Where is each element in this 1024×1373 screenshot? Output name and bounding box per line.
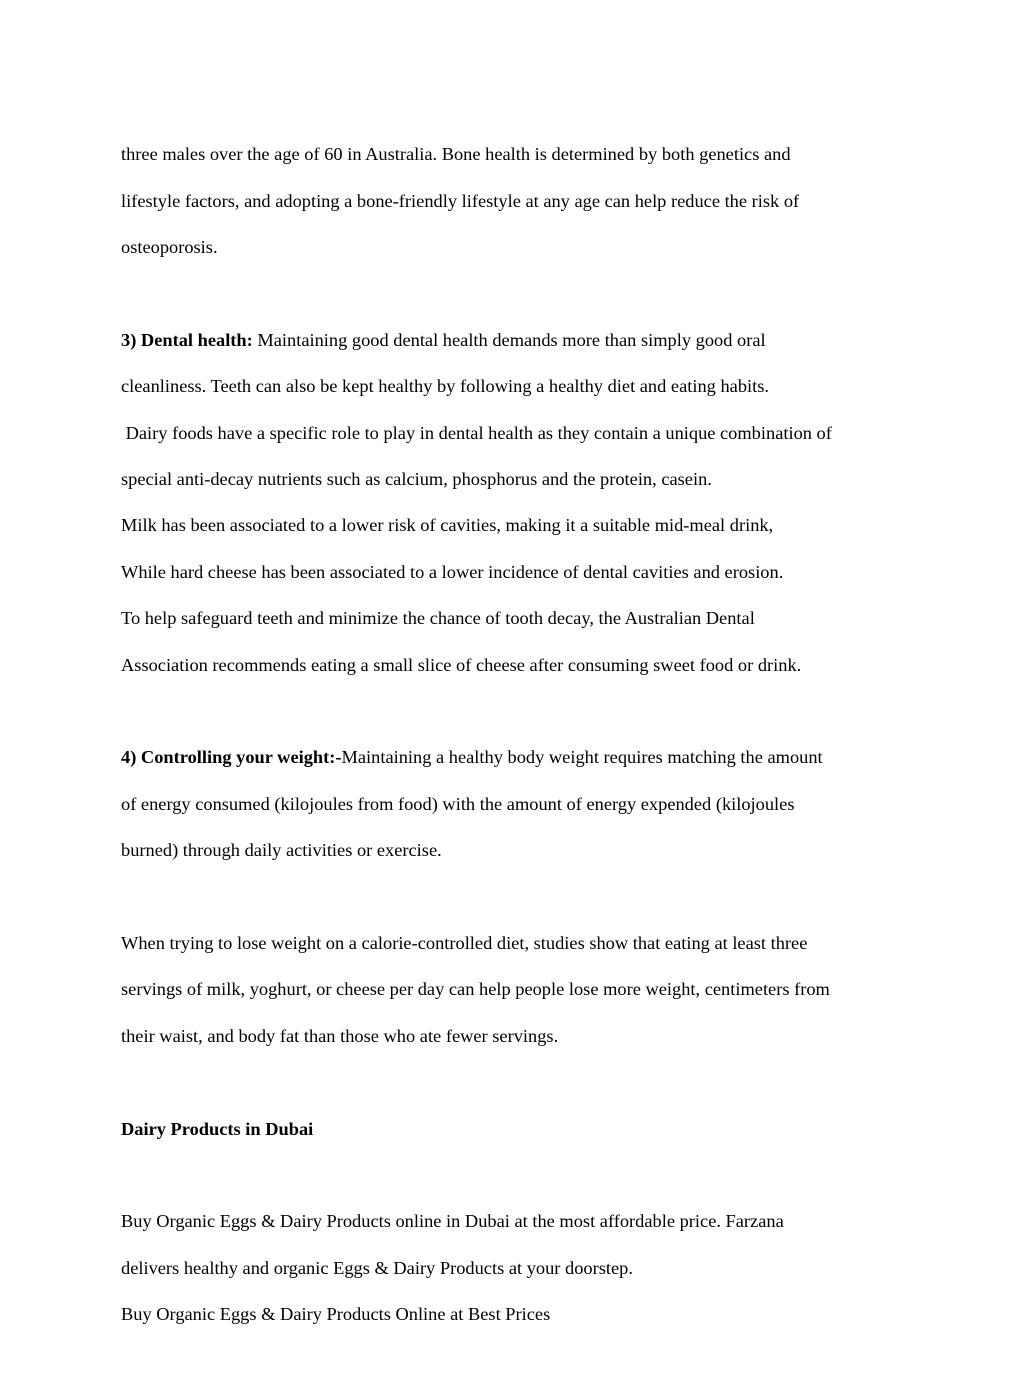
weight-control-heading: 4) Controlling your weight:- (121, 747, 342, 768)
text-line (121, 329, 911, 352)
text-fragment: Maintaining good dental health demands more than simply good oral (252, 329, 766, 350)
diet-study-paragraph (121, 909, 911, 1071)
text-line: To help safeguard teeth and minimize the chance of tooth decay, the Australian Dental (121, 608, 755, 629)
text-line: lifestyle factors, and adopting a bone-friendly lifestyle at any age can help reduce the risk of (121, 190, 800, 211)
text-line: burned) through daily activities or exercise. (121, 840, 442, 861)
intro-paragraph (121, 120, 911, 282)
text-line: When trying to lose weight on a calorie-controlled diet, studies show that eating at least three (121, 933, 808, 954)
text-line: three males over the age of 60 in Australia. Bone health is determined by both genetics and (121, 144, 791, 165)
text-line: Buy Organic Eggs & Dairy Products online in Dubai at the most affordable price. Farzana (121, 1211, 784, 1232)
text-line: osteoporosis. (121, 237, 218, 258)
text-line: delivers healthy and organic Eggs & Dairy Products at your doorstep. (121, 1257, 633, 1278)
text-line: Dairy foods have a specific role to play in dental health as they contain a unique combination of (121, 422, 832, 443)
weight-control-paragraph (121, 723, 911, 885)
dubai-section (121, 1094, 911, 1164)
text-line: special anti-decay nutrients such as calcium, phosphorus and the protein, casein. (121, 469, 712, 490)
text-line: Milk has been associated to a lower risk of cavities, making it a suitable mid-meal drink, (121, 515, 774, 536)
text-line: Buy Organic Eggs & Dairy Products Online at Best Prices (121, 1304, 551, 1325)
text-line: cleanliness. Teeth can also be kept healthy by following a healthy diet and eating habits. (121, 376, 769, 397)
text-line: servings of milk, yoghurt, or cheese per day can help people lose more weight, centimeters from (121, 979, 830, 1000)
buy-paragraph (121, 1187, 911, 1349)
dental-health-heading: 3) Dental health: (121, 329, 253, 350)
document-page (121, 120, 911, 1373)
text-line: their waist, and body fat than those who ate fewer servings. (121, 1025, 559, 1046)
text-line: of energy consumed (kilojoules from food) with the amount of energy expended (kilojoules (121, 793, 795, 814)
text-fragment: Maintaining a healthy body weight requires matching the amount (341, 747, 823, 768)
dental-health-paragraph (121, 306, 911, 700)
text-line (121, 746, 911, 769)
section-heading: Dairy Products in Dubai (121, 1118, 314, 1139)
text-line: Association recommends eating a small slice of cheese after consuming sweet food or drink. (121, 654, 802, 675)
text-line: While hard cheese has been associated to a lower incidence of dental cavities and erosion. (121, 561, 784, 582)
